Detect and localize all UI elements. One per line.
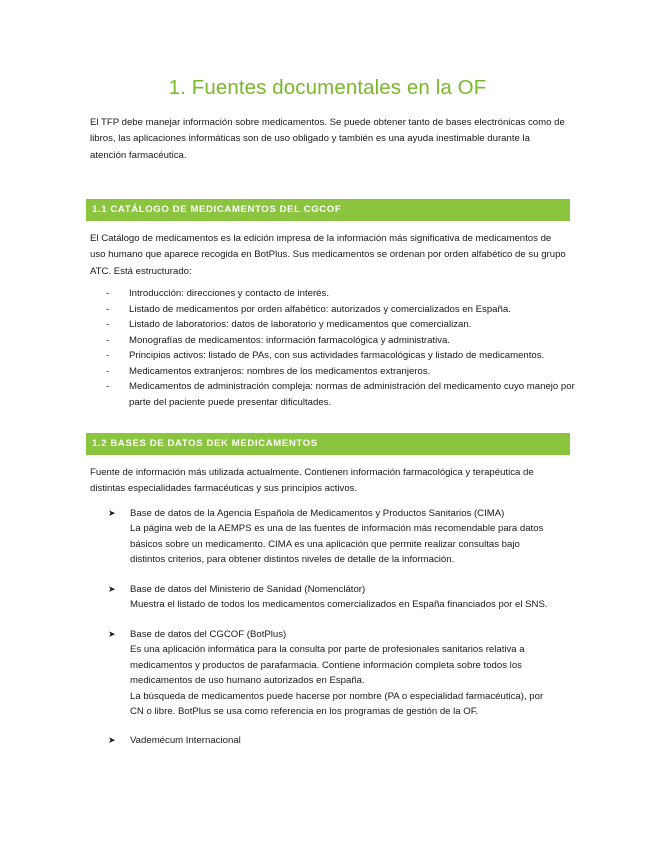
list-item: - Medicamentos de administración compleja: normas de administración del medicamento cuyo manejo por parte del paciente puede presentar dificultades. [106, 381, 575, 408]
section-heading-label: 1.2 BASES DE DATOS DEK MEDICAMENTOS [92, 438, 318, 449]
section2-paragraph: Fuente de información más utilizada actualmente. Contienen información farmacológica y terapéutica de distintas especialidades farmacéuticas y sus principios activos. [90, 467, 534, 495]
list-item: - Medicamentos extranjeros: nombres de los medicamentos extranjeros. [106, 365, 431, 377]
section-heading-bases-datos [86, 433, 570, 455]
database-entry-vademecum [108, 733, 568, 748]
catalog-contents-list [106, 286, 576, 410]
intro-paragraph: El TFP debe manejar información sobre medicamentos. Se puede obtener tanto de bases electrónicas como de libros, las aplicaciones informáticas son de uso obligado y también es una ayuda inestimable durante la atención farmacéutica. [90, 117, 565, 161]
database-entry-nomenclator: ➤ Base de datos del Ministerio de Sanidad (Nomenclátor) Muestra el listado de todos los medicamentos comercializados en España financiados por el SNS. [108, 582, 568, 613]
section-heading-catalogo [86, 199, 570, 221]
database-entry-cima: ➤ Base de datos de la Agencia Española de Medicamentos y Productos Sanitarios (CIMA) La página web de la AEMPS es una de las fuentes de información más recomendable para datos básicos sobre un medicamento. CIMA es una aplicación que permite realizar consultas bajo distintos criterios, para obtener distintos niveles de detalle de la información. [108, 506, 568, 568]
list-item: - Introducción: direcciones y contacto de interés. [106, 288, 329, 299]
page-title: 1. Fuentes documentales en la OF [168, 76, 487, 99]
entry-title: Base de datos de la Agencia Española de Medicamentos y Productos Sanitarios (CIMA) [130, 508, 505, 519]
arrow-bullet-icon: ➤ [108, 584, 116, 594]
list-item: - Monografías de medicamentos: información farmacológica y administrativa. [106, 334, 451, 346]
entry-title: Base de datos del Ministerio de Sanidad (Nomenclátor) [130, 584, 366, 595]
list-item: - Principios activos: listado de PAs, con sus actividades farmacológicas y listado de medicamentos. [106, 350, 545, 361]
entry-title: Base de datos del CGCOF (BotPlus) [130, 629, 287, 640]
database-entry-botplus: ➤ Base de datos del CGCOF (BotPlus) Es una aplicación informática para la consulta por parte de profesionales sanitarios relativa a medicamentos y productos de parafarmacia. Contiene información completa sobre todos los medicamentos de uso humano autorizados en España. La búsqueda de medicamentos puede hacerse por nombre (PA o especialidad farmacéutica), por CN o libre. BotPlus se usa como referencia en los programas de gestión de la OF. [108, 627, 568, 719]
section-heading-label: 1.1 CATÁLOGO DE MEDICAMENTOS DEL CGCOF [92, 204, 342, 215]
arrow-bullet-icon: ➤ [108, 629, 116, 639]
section1-paragraph: El Catálogo de medicamentos es la edición impresa de la información más significativa de medicamentos de uso humano que aparece recogida en BotPlus. Sus medicamentos se ordenan por orden alfabético de su grupo ATC. Está estructurado: [90, 233, 566, 277]
entry-title: Vademécum Internacional [130, 735, 241, 746]
list-item: - Listado de medicamentos por orden alfabético: autorizados y comercializados en España. [106, 303, 511, 315]
arrow-bullet-icon: ➤ [108, 735, 116, 745]
arrow-bullet-icon: ➤ [108, 508, 116, 518]
list-item: - Listado de laboratorios: datos de laboratorio y medicamentos que comercializan. [106, 319, 472, 330]
